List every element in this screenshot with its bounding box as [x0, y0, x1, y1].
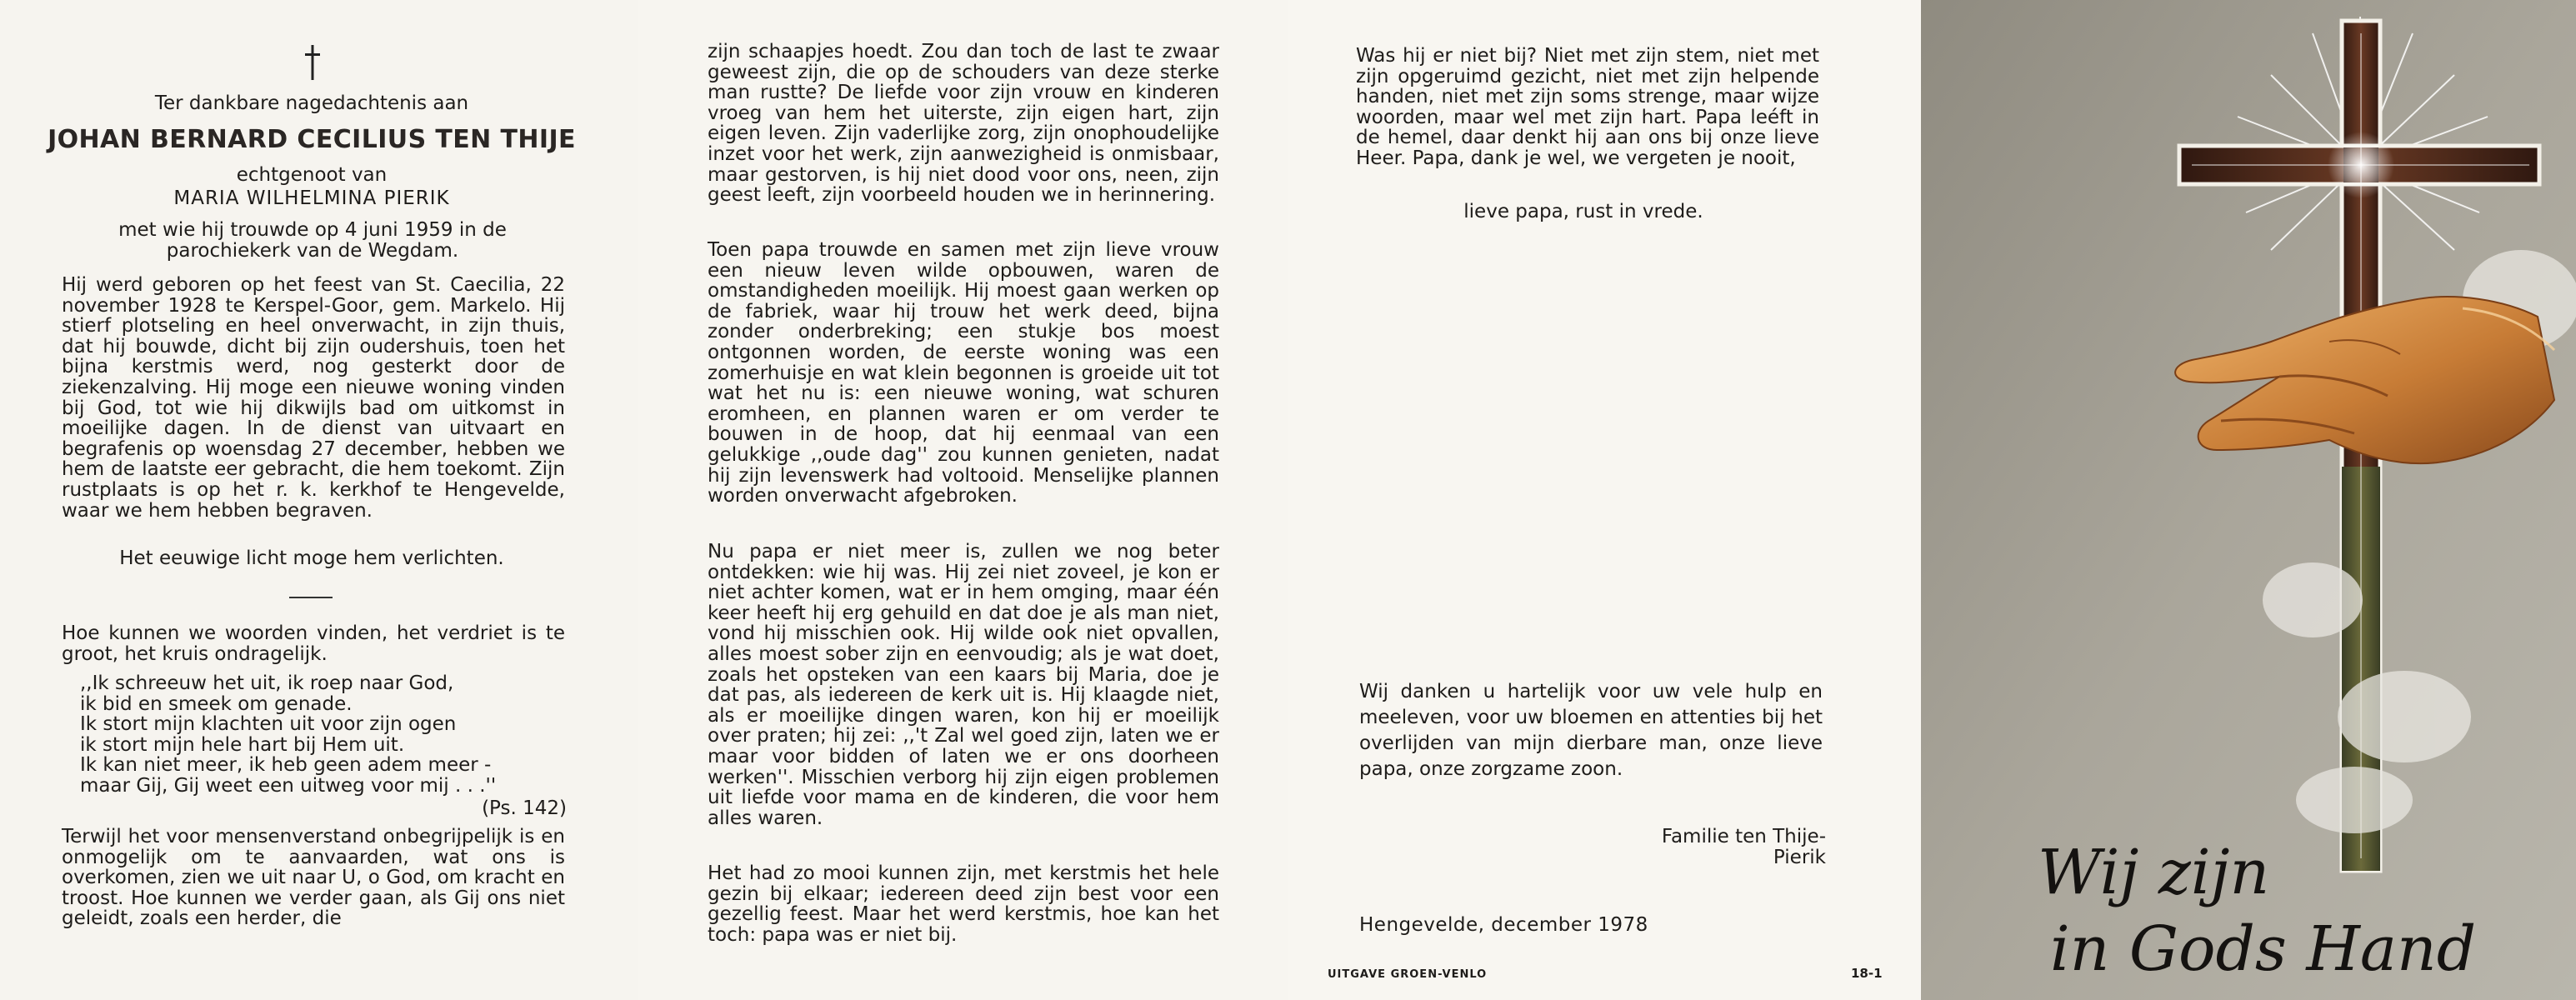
memorial-paragraph-4: Het had zo mooi kunnen zijn, met kerstmis het hele gezin bij elkaar; iedereen deed zijn best voor een gezellig feest. Maar het werd kerstmis, hoe kan het toch: papa was er niet bij. — [708, 862, 1219, 946]
card-panel-3 — [1288, 0, 1921, 1000]
dedication-line: Ter dankbare nagedachtenis aan — [154, 92, 469, 114]
deceased-name: JOHAN BERNARD CECILIUS TEN THIJE — [48, 125, 576, 154]
family-signature: Familie ten Thije-Pierik — [1661, 826, 1826, 868]
psalm-line: maar Gij, Gij weet een uitweg voor mij . . .'' — [80, 774, 497, 797]
psalm-line: ik stort mijn hele hart bij Hem uit. — [80, 733, 405, 756]
rest-in-peace-line: lieve papa, rust in vrede. — [1463, 201, 1703, 222]
psalm-line: ik bid en smeek om genade. — [80, 692, 353, 715]
motto-line-1: Wij zijn — [2038, 837, 2270, 908]
psalm-line: Ik stort mijn klachten uit voor zijn ogen — [80, 713, 457, 736]
separator-line — [289, 597, 333, 598]
memorial-paragraph-1: zijn schaapjes hoedt. Zou dan toch de last te zwaar geweest zijn, die op de schouders van deze sterke man rustte? De liefde voor zijn vrouw en kinderen vroeg van hem het uiterste, zijn eigen hart, zijn eigen leven. Zijn vaderlijke zorg, zijn onophoudelijke inzet voor het werk, zijn aanwezigheid is onmisbaar, maar gestorven, is hij niet dood voor ons, neen, zijn geest leeft, zijn voorbeeld houden we in herinnering. — [708, 41, 1219, 207]
prayer-paragraph: Terwijl het voor mensenverstand onbegrijpelijk is en onmogelijk om te aanvaarden, wat ons is overkomen, zien we uit naar U, o God, om kracht en troost. Hoe kunnen we verder gaan, als Gij ons niet geleidt, zoals een herder, die — [62, 826, 565, 930]
card-panel-2 — [638, 0, 1288, 1000]
spouse-of-label: echtgenoot van — [236, 164, 388, 186]
biography-paragraph: Hij werd geboren op het feest van St. Caecilia, 22 november 1928 te Kerspel-Goor, gem. Markelo. Hij stierf plotseling en heel onverwacht, in zijn thuis, dat hij bouwde, dicht bij zijn oudershuis, toen het bijna kerstmis werd, nog gesterkt door de ziekenzalving. Hij moge een nieuwe woning vinden bij God, tot wie hij dikwijls bad om uitkomst in moeilijke dagen. In de dienst van uitvaart en begrafenis op woensdag 27 december, hebben we hem de laatste eer gebracht, die hem toekomt. Zijn rustplaats is op het r. k. kerkhof te Hengevelde, waar we hem hebben begraven. — [62, 274, 565, 522]
memorial-paragraph-2: Toen papa trouwde en samen met zijn lieve vrouw een nieuw leven wilde opbouwen, waren de omstandigheden moeilijk. Hij moest gaan werken op de fabriek, waar hij trouw het werk deed, bijna zonder onderbreking; een stukje bos moest ontgonnen worden, de eerste woning was een zomerhuisje en wat klein begonnen is groeide uit tot wat het nu is: een nieuwe woning, wat schuren eromheen, en plannen waren er om verder te bouwen in de hoop, dat hij eenmaal van een gelukkige ,,oude dag'' zou kunnen genieten, nadat hij zijn levenswerk had voltooid. Menselijke plannen worden onverwacht afgebroken. — [708, 239, 1219, 508]
psalm-line: Ik kan niet meer, ik heb geen adem meer - — [80, 754, 492, 777]
wife-name: MARIA WILHELMINA PIERIK — [173, 188, 450, 209]
place-and-date: Hengevelde, december 1978 — [1359, 914, 1648, 936]
memorial-paragraph-3: Nu papa er niet meer is, zullen we nog beter ontdekken: wie hij was. Hij zei niet zoveel, je kon er niet achter komen, wat er in hem omging, maar één keer heeft hij erg gehuild en dat doe je als man niet, vond hij misschien ook. Hij wilde ook niet opvallen, alles moest sober zijn en eenvoudig; als je wat doet, zoals het opsteken van een kaars bij Maria, doe je dat pas, als iedereen de kerk uit is. Hij klaagde niet, als er moeilijke dingen waren, kon hij er moeilijk over praten; hij zei: ,,'t Zal wel goed zijn, laten we er maar voor bidden of laten we er ons doorheen werken''. Misschien verborg hij zijn eigen problemen uit liefde voor mama en de kinderen, die voor hem alles waren. — [708, 541, 1219, 829]
lament-paragraph: Hoe kunnen we woorden vinden, het verdriet is te groot, het kruis ondragelijk. — [62, 622, 565, 665]
marriage-line: met wie hij trouwde op 4 juni 1959 in de parochiekerk van de Wegdam. — [118, 219, 507, 262]
card-panel-1 — [0, 0, 638, 1000]
small-cross-icon — [300, 43, 325, 82]
publisher-imprint: UITGAVE GROEN-VENLO — [1328, 968, 1488, 981]
psalm-quote — [80, 673, 567, 797]
closing-paragraph: Was hij er niet bij? Niet met zijn stem, niet met zijn opgeruimd gezicht, niet met zijn helpende handen, niet met zijn soms strenge, maar wijze woorden, maar wel met zijn hart. Papa leéft in de hemel, daar denkt hij aan ons bij onze lieve Heer. Papa, dank je wel, we vergeten je nooit, — [1356, 45, 1819, 169]
card-panel-4 — [1921, 0, 2576, 1000]
psalm-line: ,,Ik schreeuw het uit, ik roep naar God, — [80, 672, 454, 694]
eternal-light-line: Het eeuwige licht moge hem verlichten. — [119, 548, 504, 569]
psalm-reference: (Ps. 142) — [482, 798, 567, 819]
motto-line-2: in Gods Hand — [2050, 913, 2477, 985]
card-code: 18-1 — [1851, 966, 1883, 981]
thank-you-paragraph: Wij danken u hartelijk voor uw vele hulp en meeleven, voor uw bloemen en attenties bij het overlijden van mijn dierbare man, onze lieve papa, onze zorgzame zoon. — [1359, 681, 1823, 780]
